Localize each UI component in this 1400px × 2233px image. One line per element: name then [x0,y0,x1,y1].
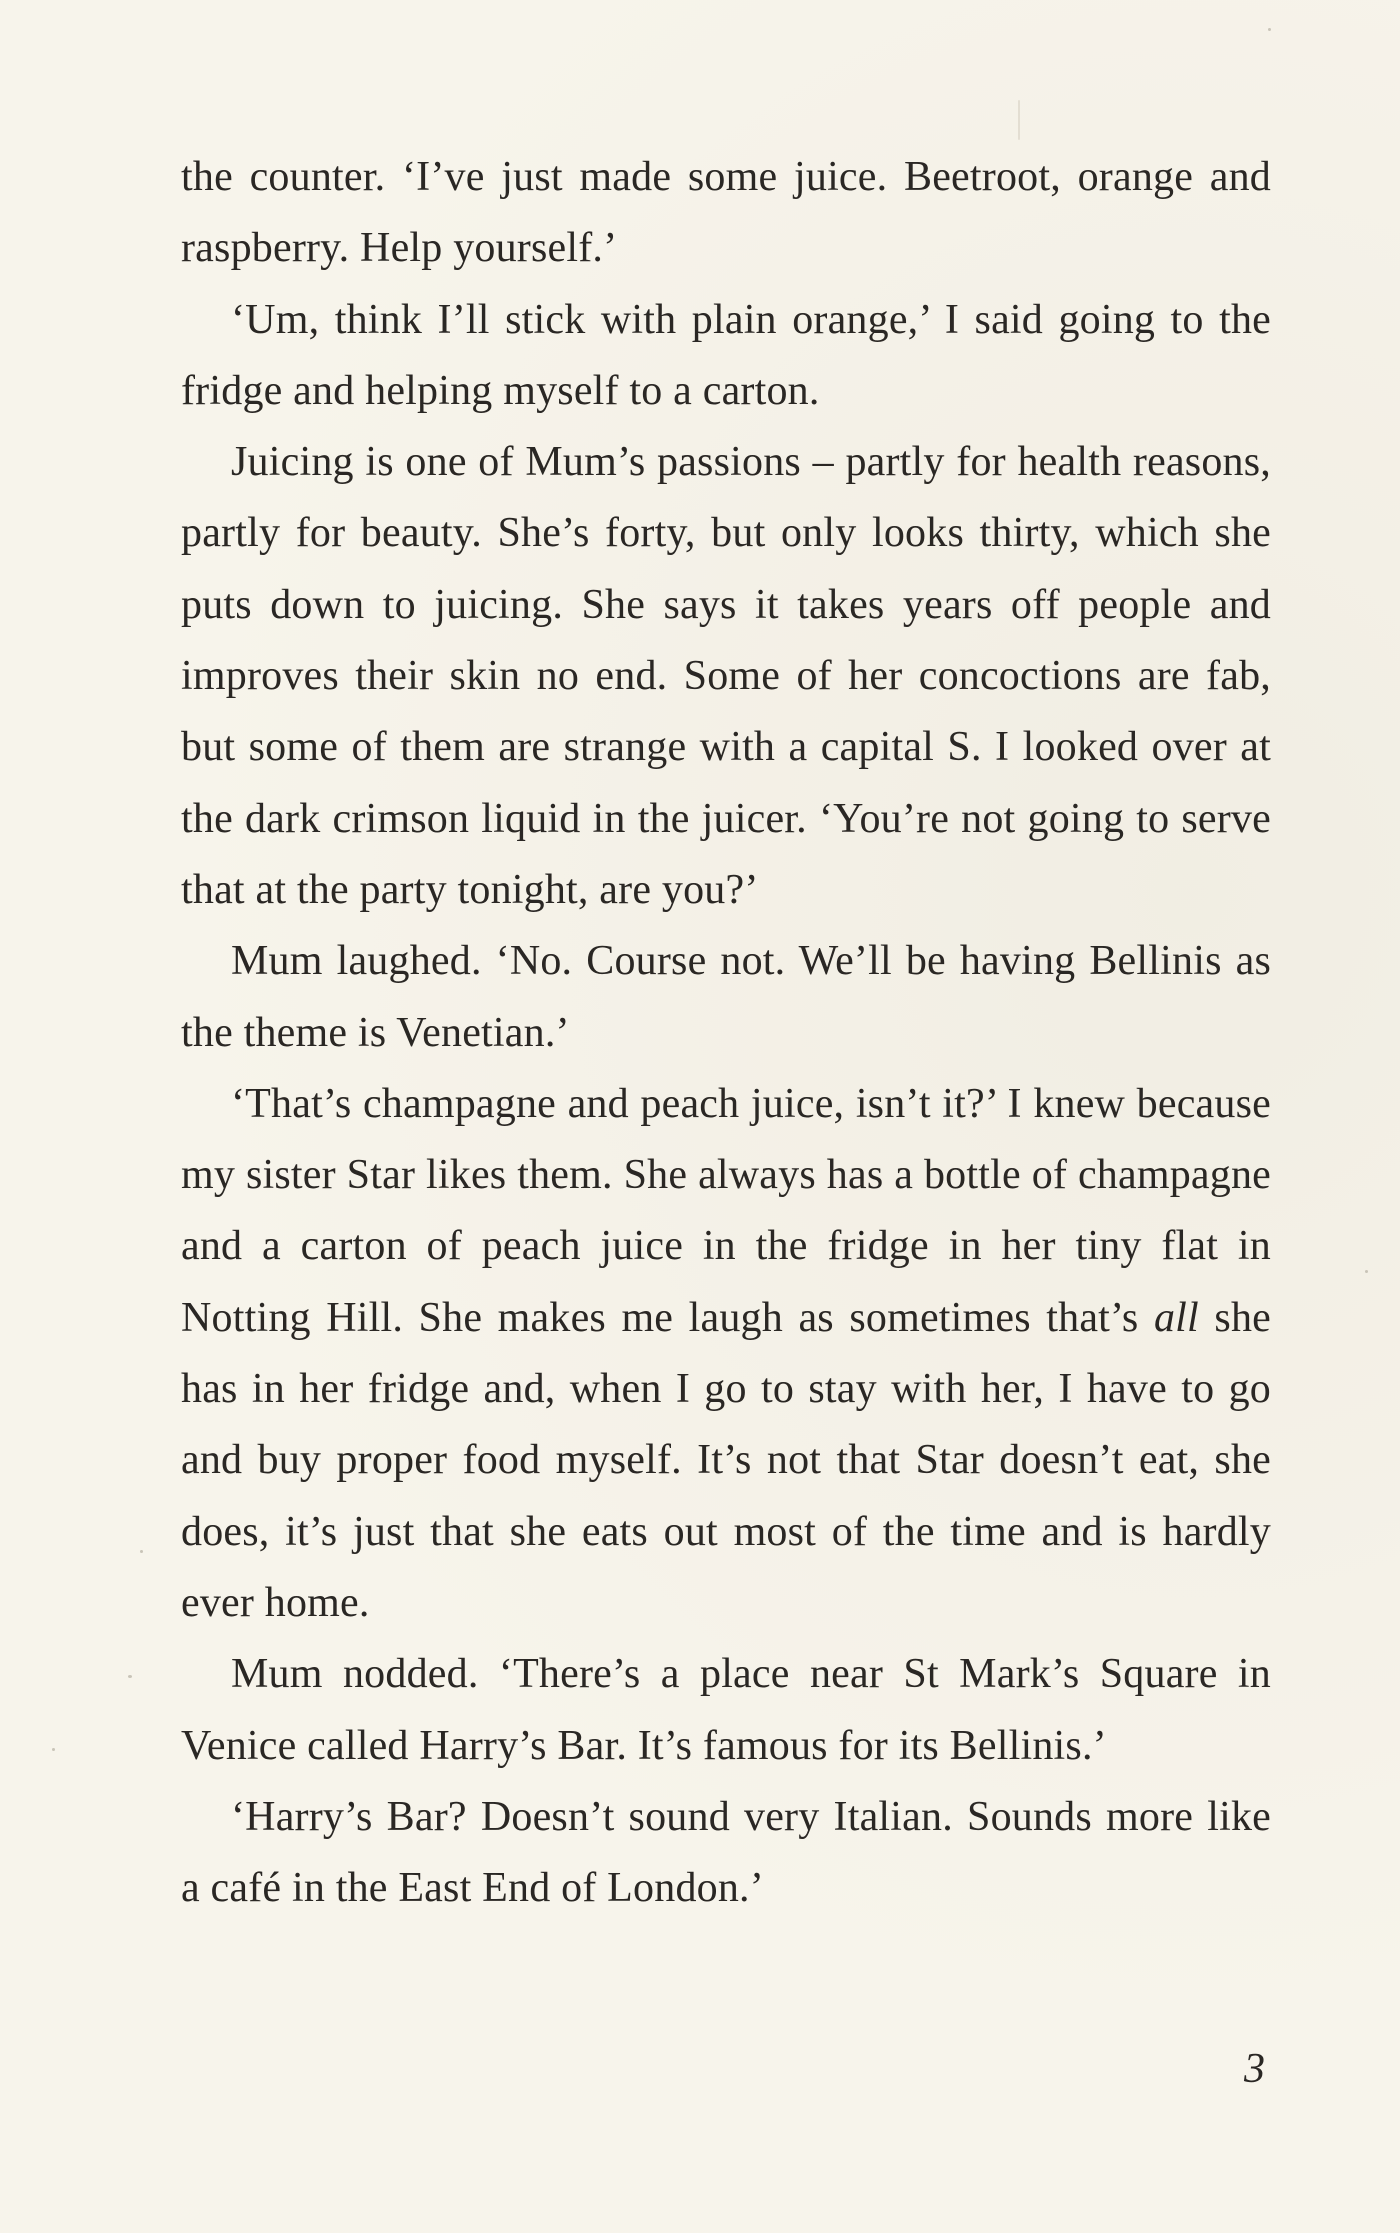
paragraph-1: the counter. ‘I’ve just made some juice. Beetroot, orange and raspberry. Help yourself.’ [181,154,1271,272]
paper-speck [1365,1270,1368,1273]
paragraph-6: Mum nodded. ‘There’s a place near St Mark’s Square in Venice called Harry’s Bar. It’s famous for its Bellinis.’ [181,1651,1271,1769]
paper-speck [52,1748,55,1751]
paragraph-5-end: she has in her fridge and, when I go to stay with her, I have to go and buy proper food myself. It’s not that Star doesn’t eat, she does, it’s just that she eats out most of the time and is hardly ever home. [181,1294,1271,1626]
paragraph-4: Mum laughed. ‘No. Course not. We’ll be having Bellinis as the theme is Venetian.’ [181,938,1271,1056]
body-text [181,142,1271,1924]
paper-speck [1018,100,1020,140]
paragraph-5-start: ‘That’s champagne and peach juice, isn’t it?’ I knew because my sister Star likes them. She always has a bottle of champagne and a carton of peach juice in the fridge in her tiny flat in Notting Hill. She makes me laugh as sometimes that’s [181,1080,1271,1341]
paragraph-2: ‘Um, think I’ll stick with plain orange,’ I said going to the fridge and helping myself to a carton. [181,296,1271,414]
paragraph-3: Juicing is one of Mum’s passions – partly for health reasons, partly for beauty. She’s forty, but only looks thirty, which she puts down to juicing. She says it takes years off people and improves their skin no end. Some of her concoctions are fab, but some of them are strange with a capital S. I looked over at the dark crimson liquid in the juicer. ‘You’re not going to serve that at the party tonight, are you?’ [181,439,1271,913]
paper-speck [140,1550,143,1553]
paper-speck [128,1675,132,1678]
paragraph-5 [181,1069,1271,1639]
paragraph-7: ‘Harry’s Bar? Doesn’t sound very Italian. Sounds more like a café in the East End of London.’ [181,1793,1271,1912]
paper-speck [1268,28,1271,31]
emphasis-all: all [1153,1294,1199,1341]
page-number: 3 [1244,2046,1265,2092]
